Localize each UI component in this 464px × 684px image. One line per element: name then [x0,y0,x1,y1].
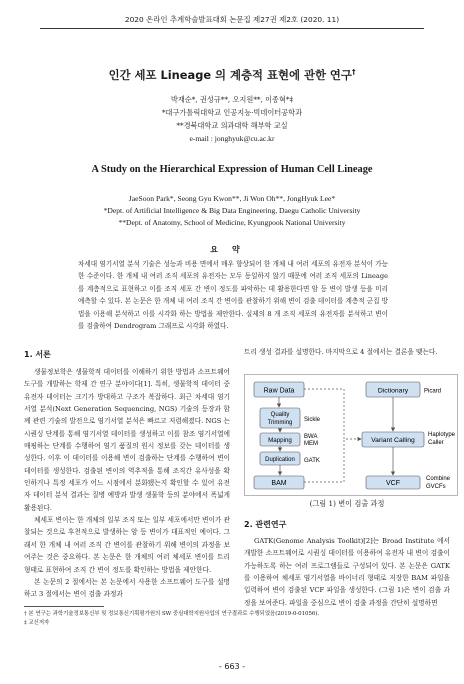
box-trimming-label: Trimming [267,420,293,426]
box-raw-data-label: Raw Data [263,387,295,395]
affiliation-english-2: **Dept. of Anatomy, School of Medicine, Kyungpook National University [118,218,346,227]
paper-title-english: A Study on the Hierarchical Expression of Human Cell Lineage [91,164,373,175]
tool-gvcfs: GVCFs [426,484,446,490]
tool-sickle: Sickle [304,417,321,423]
box-mapping-label: Mapping [268,437,292,444]
authors-korean: 박재순*, 권성규**, 오지원**, 이종혁*‡ [170,95,294,104]
paragraph: 본 논문의 2 절에서는 본 논문에서 사용한 소프트웨어 도구를 설명하고 3 절에서는 변이 검출 과정과 [24,577,230,599]
column-2-intro: 트리 생성 결과를 설명한다. 마지막으로 4 절에서는 결론을 맺는다. [244,348,438,356]
tool-bwa: BWA [304,434,318,440]
paragraph: GATK(Genome Analysis Toolkit)[2]는 Broad Institute 에서 개발한 소프트웨어로 시퀀싱 데이터를 이용하여 유전자 내 변이 검출이 가능하도록 하는 여러 프로그램들로 구성되어 있다. 본 논문은 GATK 를 이용하여 체세포 염기서열을 바이너리 형태로 저장한 BAM 파일을 입력하여 변이 검출된 VCF 파일을 생성한다. (그림 1)은 변이 검출 과정을 보여준다. 파일을 중심으로 변이 검출 과정을 간단히 설명하면 [244,537,450,607]
section-1-heading: 1. 서론 [24,350,51,359]
box-variant-calling-label: Variant Calling [371,437,415,444]
title-footnote-mark: † [351,68,356,77]
footnote-funding: † 본 연구는 과학기술정보통신부 및 정보통신기획평가원의 SW 중심대학지원사업의 연구결과로 수행되었음(2019-0-01056). [24,611,320,617]
tool-caller: Caller [428,440,444,446]
affiliation-english-1: *Dept. of Artificial Intelligence & Big Data Engineering, Daegu Catholic University [103,206,361,215]
footnote-rule [24,606,104,607]
page-number: - 663 - [218,662,246,671]
running-header: 2020 온라인 추계학술발표대회 논문집 제27권 제2호 (2020. 11) [124,15,340,24]
tool-gatk: GATK [304,458,320,464]
tool-haplotype: Haplotype [428,432,456,438]
abstract-heading: 요약 [210,245,254,254]
box-vcf-label: VCF [386,480,400,487]
section-1-body [24,366,230,601]
figure-caption: (그림 1) 변이 검출 과정 [309,499,385,508]
paragraph: 체세포 변이는 한 개체의 일부 조직 또는 일부 세포에서만 변이가 관찰되는 것으로 후천적으로 발생하는 암 등 변이가 대표적인 예이다. 그래서 한 개체 내 여러 조직 간 변이를 관찰하기 위해 변이의 과정을 보여주는 것은 중요하다. 본 논문은 한 개체의 여러 체세포 변이를 트리 형태로 표현하여 조직 간 변이 정도를 확인하는 방법을 제안한다. [24,516,230,574]
affiliation-korean-2: **경북대학교 의과대학 해부학 교실 [176,121,288,130]
tool-picard: Picard [424,388,442,395]
email: e-mail : jonghyuk@cu.ac.kr [189,134,275,143]
abstract-body: 차세대 염기서열 분석 기술은 성능과 비용 면에서 매우 향상되어 한 개체 내 여러 세포의 유전자 분석이 가능한 수준이다. 한 개체 내 여러 조직 세포의 유전자는 모두 동일하지 않기 때문에 여러 조직 세포의 Lineage 를 계층적으로 표현하고 이를 조직 세포 간 변이 정도를 파악하는 데 활용한다면 암 등 변이 발생 등을 미리 예측할 수 있다. 본 논문은 한 개체 내 여러 조직 간 변이를 관찰하기 위해 변이 검출 데이터를 계층적 군집 방법을 이용해 분석하고 이를 시각화 하는 방법을 제안한다. 실제의 8 개 조직 세포의 유전자를 분석하고 변이를 검출하여 Dendrogram 그래프로 시각화 하였다. [78,260,388,331]
paragraph: 생물정보학은 생물학적 데이터를 이해하기 위한 방법과 소프트웨어 도구를 개발하는 학제 간 연구 분야이다[1]. 특히, 생물학적 데이터 중 유전자 데이터는 크기가 방대하고 구조가 복잡하다. 최근 차세대 염기서열 분석(Next Generation Sequencing, NGS) 기술의 등장과 함께 관련 기술의 발전으로 염기서열 분석은 빠르고 저렴해졌다. NGS 는 시퀀싱 단계를 통해 염기서열 데이터를 생성하고 이를 참조 염기서열에 매핑하는 단계를 수행하여 염기 품질의 원시 정보를 갖는 데이터를 생성한다. 이후 이 데이터를 이용해 변이 검출하는 단계를 수행하여 변이 데이터를 생성한다. 검출된 변이의 역추적을 통해 조직간 유사성을 확인하거나 특정 세포가 어느 시점에서 분화됐는지 확인할 수 있어 유전자 데이터 분석 결과는 질병 예방과 발생 생물학 등의 분야에서 폭넓게 활용된다. [24,368,230,512]
authors-english: JaeSoon Park*, Seong Gyu Kwon**, Ji Won Oh**, JongHyuk Lee* [128,194,336,203]
box-quality-label: Quality [270,412,290,418]
section-2-heading: 2. 관련연구 [244,520,287,529]
variant-calling-diagram [244,374,458,496]
tool-combine: Combine [426,476,451,482]
box-bam-label: BAM [271,480,287,487]
paper-title-korean: 인간 세포 Lineage 의 계층적 표현에 관한 연구† [108,68,356,82]
box-dictionary-label: Dictionary [377,387,409,395]
header-rule [40,28,424,29]
box-duplication-label: Duplication [265,457,295,463]
tool-mem: MEM [304,441,318,447]
affiliation-korean-1: *대구가톨릭대학교 인공지능·빅데이터공학과 [161,108,303,117]
section-2-body [244,535,450,609]
footnote-corresponding: ‡ 교신저자 [24,620,50,626]
